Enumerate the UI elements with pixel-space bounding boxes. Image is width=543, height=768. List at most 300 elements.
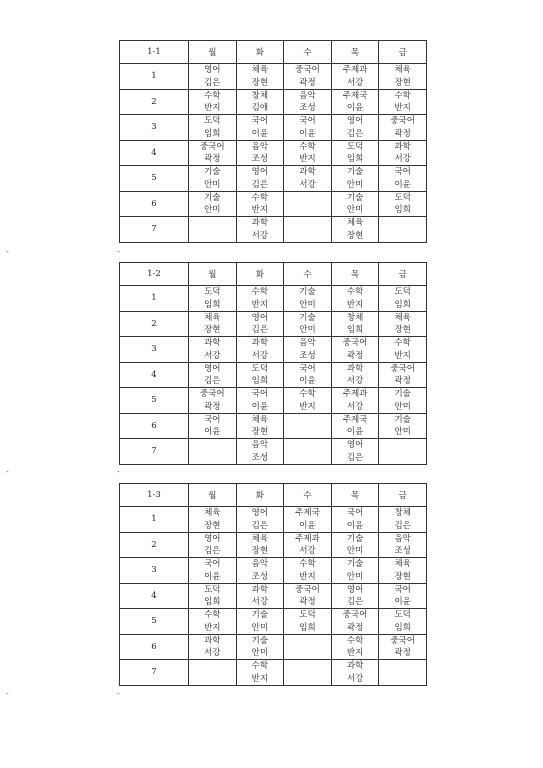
schedule-cell [284,362,332,388]
teacher-text: 서강 [204,350,221,361]
schedule-cell [236,362,284,388]
schedule-cell [331,337,379,363]
teacher-text: 안미 [251,648,269,658]
schedule-cell [189,64,237,90]
day-header: 월 [189,484,237,507]
teacher-text: 장현 [204,325,221,335]
subject-text: 중국어 [342,338,368,348]
teacher-text: 김은 [394,520,411,531]
cell-content [332,388,379,413]
cell-content [332,64,379,89]
class-name: 1-1 [120,41,189,64]
schedule-cell [236,532,284,558]
teacher-text: 이윤 [346,520,364,531]
teacher-text: 곽정 [299,77,316,88]
schedule-cell [284,507,332,533]
subject-text: 과학 [251,218,269,228]
schedule-cell [284,413,332,439]
day-header: 월 [189,41,237,64]
cell-content [189,660,236,685]
teacher-text: 안미 [204,179,221,190]
subject-text: 영어 [204,65,221,75]
period-number: 3 [120,337,189,363]
subject-text: 음악 [251,141,269,152]
schedule-cell [189,89,237,115]
teacher-text: 이윤 [251,401,269,412]
cell-content [284,363,331,388]
cell-content [237,312,284,337]
cell-content [189,388,236,413]
subject-text: 중국어 [390,635,415,646]
schedule-cell [331,439,379,465]
cell-content [237,414,284,439]
schedule-cell [379,166,427,192]
teacher-text: 임희 [394,299,411,310]
schedule-cell [379,634,427,660]
subject-text: 중국어 [295,65,320,75]
teacher-text: 서강 [251,230,269,241]
table-row [120,115,427,141]
teacher-text: 서강 [346,376,364,386]
schedule-cell [189,311,237,337]
cell-content [332,115,379,140]
cell-content [379,217,426,242]
cell-content [379,166,426,191]
schedule-cell [331,140,379,166]
schedule-cell [236,388,284,414]
cell-content [284,584,331,609]
subject-text: 음악 [251,559,269,569]
teacher-text: 장현 [394,77,411,88]
schedule-cell [379,337,427,363]
table-row [120,191,427,217]
teacher-text: 반지 [299,401,316,412]
table-row [120,89,427,115]
teacher-text: 김은 [346,597,364,607]
schedule-cell [284,439,332,465]
subject-text: 기술 [299,312,316,323]
subject-text: 영어 [251,312,269,323]
subject-text: 도덕 [394,192,411,203]
subject-text: 수학 [299,389,316,399]
cell-content [332,558,379,583]
period-number: 2 [120,89,189,115]
schedule-cell [331,609,379,635]
cell-content [284,439,331,464]
schedule-cell [284,89,332,115]
subject-text: 음악 [299,90,316,101]
cell-content [189,337,236,362]
day-header: 목 [331,41,379,64]
cell-content [379,414,426,439]
teacher-text: 조성 [251,154,269,164]
schedule-cell [379,660,427,686]
table-row [120,558,427,584]
subject-text: 기술 [251,610,269,620]
subject-text: 중국어 [199,141,225,152]
cell-content [284,533,331,558]
table-row [120,507,427,533]
teacher-text: 안미 [299,325,316,335]
cell-content [189,166,236,191]
teacher-text: 반지 [204,622,221,633]
teacher-text: 장현 [346,230,364,241]
teacher-text: 반지 [204,103,221,113]
cell-content [379,660,426,685]
teacher-text: 임희 [299,622,316,633]
table-row [120,311,427,337]
separator-mark: - [117,467,120,476]
subject-text: 수학 [204,90,221,101]
subject-text: 국어 [299,363,316,374]
teacher-text: 서강 [251,350,269,361]
teacher-text: 안미 [346,205,364,215]
cell-content [284,115,331,140]
subject-text: 과학 [299,167,316,177]
cell-content [284,192,331,217]
subject-text: 체육 [346,218,364,228]
subject-text: 기술 [346,559,364,569]
cell-content [284,166,331,191]
teacher-text: 곽정 [346,622,364,633]
subject-text: 기술 [394,414,411,425]
subject-text: 음악 [394,533,411,544]
subject-text: 도덕 [204,584,221,595]
day-header: 화 [236,263,284,286]
period-number: 1 [120,286,189,312]
separator-mark: - [6,689,9,698]
table-row [120,583,427,609]
subject-text: 수학 [204,610,221,620]
cell-content [332,660,379,685]
cell-content [189,90,236,115]
teacher-text: 김은 [251,325,269,335]
schedule-cell [189,609,237,635]
cell-content [189,609,236,634]
schedule-cell [379,558,427,584]
teacher-text: 서강 [204,648,221,658]
table-row [120,532,427,558]
subject-text: 과학 [346,661,364,671]
subject-text: 음악 [251,440,269,450]
teacher-text: 이윤 [346,103,364,113]
cell-content [284,635,331,660]
period-number: 7 [120,439,189,465]
teacher-text: 김은 [346,128,364,139]
cell-content [237,439,284,464]
teacher-text: 임희 [346,325,364,335]
teacher-text: 안미 [346,546,364,556]
subject-text: 수학 [299,559,316,569]
subject-text: 창체 [251,90,269,101]
teacher-text: 안미 [394,427,411,437]
subject-text: 도덕 [394,610,411,620]
schedule-cell [189,362,237,388]
schedule-cell [284,140,332,166]
subject-text: 수학 [251,192,269,203]
teacher-text: 장현 [251,427,269,437]
cell-content [237,363,284,388]
class-name: 1-2 [120,263,189,286]
schedule-cell [379,583,427,609]
schedule-cell [236,609,284,635]
cell-content [284,609,331,634]
cell-content [189,584,236,609]
subject-text: 주제국 [342,90,368,101]
schedule-cell [236,558,284,584]
subject-text: 수학 [299,141,316,152]
subject-text: 수학 [394,90,411,101]
subject-text: 국어 [394,584,411,595]
schedule-cell [189,140,237,166]
cell-content [284,660,331,685]
cell-content [332,609,379,634]
schedule-cell [284,337,332,363]
teacher-text: 조성 [251,571,269,582]
schedule-cell [189,286,237,312]
period-number: 5 [120,609,189,635]
teacher-text: 곽정 [204,401,221,412]
schedule-cell [189,166,237,192]
table-row [120,660,427,686]
cell-content [189,363,236,388]
schedule-cell [284,166,332,192]
schedule-cell [331,634,379,660]
cell-content [379,439,426,464]
schedule-cell [236,507,284,533]
schedule-cell [284,388,332,414]
subject-text: 주제과 [295,533,320,544]
teacher-text: 조성 [251,452,269,463]
teacher-text: 반지 [299,571,316,582]
schedule-cell [236,115,284,141]
schedule-cell [331,166,379,192]
cell-content [284,141,331,166]
cell-content [189,507,236,532]
cell-content [284,558,331,583]
teacher-text: 장현 [204,520,221,531]
subject-text: 도덕 [346,141,364,152]
teacher-text: 이윤 [299,128,316,139]
schedule-cell [284,217,332,243]
schedule-cell [236,217,284,243]
schedule-cell [284,558,332,584]
cell-content [332,414,379,439]
cell-content [379,141,426,166]
schedule-cell [379,191,427,217]
subject-text: 도덕 [204,287,221,297]
subject-text: 주제과 [342,389,368,399]
schedule-cell [331,362,379,388]
table-row [120,413,427,439]
cell-content [237,558,284,583]
subject-text: 주제국 [295,508,320,518]
teacher-text: 반지 [394,103,411,113]
cell-content [237,660,284,685]
cell-content [237,90,284,115]
subject-text: 체육 [204,312,221,323]
teacher-text: 반지 [251,299,269,310]
teacher-text: 반지 [251,205,269,215]
separator-mark: - [6,247,9,256]
subject-text: 영어 [346,584,364,595]
subject-text: 기술 [346,192,364,203]
subject-text: 중국어 [295,584,320,595]
subject-text: 국어 [204,414,221,425]
teacher-text: 곽정 [394,648,411,658]
teacher-text: 안미 [204,205,221,215]
subject-text: 중국어 [390,363,415,374]
subject-text: 과학 [204,635,221,646]
teacher-text: 임희 [394,622,411,633]
subject-text: 국어 [394,167,411,177]
table-header-row [120,263,427,286]
schedule-cell [379,362,427,388]
teacher-text: 서강 [394,154,411,164]
cell-content [237,64,284,89]
subject-text: 국어 [346,508,364,518]
teacher-text: 임희 [251,376,269,386]
teacher-text: 임희 [204,299,221,310]
day-header: 화 [236,41,284,64]
schedule-cell [331,532,379,558]
table-row [120,217,427,243]
schedule-cell [189,337,237,363]
cell-content [379,558,426,583]
teacher-text: 조성 [299,103,316,113]
teacher-text: 곽정 [394,128,411,139]
cell-content [189,635,236,660]
subject-text: 수학 [346,287,364,297]
period-number: 4 [120,583,189,609]
period-number: 6 [120,413,189,439]
schedule-cell [379,532,427,558]
cell-content [284,90,331,115]
subject-text: 수학 [251,661,269,671]
class-name: 1-3 [120,484,189,507]
schedule-cell [236,413,284,439]
cell-content [379,337,426,362]
table-row [120,140,427,166]
schedule-cell [236,634,284,660]
cell-content [237,533,284,558]
schedule-cell [236,89,284,115]
cell-content [379,635,426,660]
subject-text: 도덕 [204,116,221,126]
period-number: 7 [120,217,189,243]
cell-content [237,166,284,191]
cell-content [379,363,426,388]
subject-text: 기술 [204,192,221,203]
table-row [120,388,427,414]
subject-text: 영어 [251,508,269,518]
subject-text: 기술 [346,167,364,177]
subject-text: 체육 [251,533,269,544]
period-number: 5 [120,166,189,192]
subject-text: 국어 [251,116,269,126]
cell-content [284,312,331,337]
teacher-text: 안미 [394,401,411,412]
cell-content [379,312,426,337]
cell-content [284,414,331,439]
schedule-cell [189,413,237,439]
teacher-text: 반지 [346,648,364,658]
subject-text: 주제국 [342,414,368,425]
cell-content [379,90,426,115]
subject-text: 도덕 [394,287,411,297]
period-number: 5 [120,388,189,414]
cell-content [332,337,379,362]
schedule-cell [236,311,284,337]
schedule-cell [284,583,332,609]
period-number: 1 [120,507,189,533]
period-number: 6 [120,191,189,217]
cell-content [189,312,236,337]
teacher-text: 임희 [204,597,221,607]
schedule-cell [189,191,237,217]
schedule-cell [331,191,379,217]
timetable-1-1 [119,40,427,243]
cell-content [237,388,284,413]
day-header: 월 [189,263,237,286]
schedule-cell [379,286,427,312]
teacher-text: 김은 [204,376,221,386]
table-row [120,286,427,312]
cell-content [332,166,379,191]
cell-content [189,533,236,558]
schedule-cell [284,115,332,141]
schedule-cell [189,660,237,686]
teacher-text: 김은 [346,452,364,463]
table-row [120,634,427,660]
subject-text: 영어 [346,440,364,450]
period-number: 4 [120,140,189,166]
teacher-text: 김은 [204,77,221,88]
teacher-text: 곽정 [204,154,221,164]
teacher-text: 김애 [251,103,269,113]
cell-content [237,141,284,166]
cell-content [189,439,236,464]
schedule-cell [379,609,427,635]
cell-content [237,507,284,532]
cell-content [379,192,426,217]
subject-text: 체육 [251,414,269,425]
cell-content [284,337,331,362]
cell-content [284,507,331,532]
schedule-cell [189,507,237,533]
teacher-text: 안미 [299,299,316,310]
schedule-cell [284,311,332,337]
cell-content [189,141,236,166]
cell-content [189,192,236,217]
period-number: 2 [120,532,189,558]
cell-content [332,312,379,337]
day-header: 수 [284,263,332,286]
teacher-text: 반지 [394,350,411,361]
period-number: 3 [120,115,189,141]
schedule-cell [236,286,284,312]
day-header: 금 [379,41,427,64]
teacher-text: 곽정 [394,376,411,386]
schedule-cell [236,64,284,90]
cell-content [379,609,426,634]
cell-content [332,363,379,388]
teacher-text: 이윤 [299,376,316,386]
teacher-text: 이윤 [204,427,221,437]
cell-content [284,388,331,413]
cell-content [332,192,379,217]
schedule-cell [331,89,379,115]
